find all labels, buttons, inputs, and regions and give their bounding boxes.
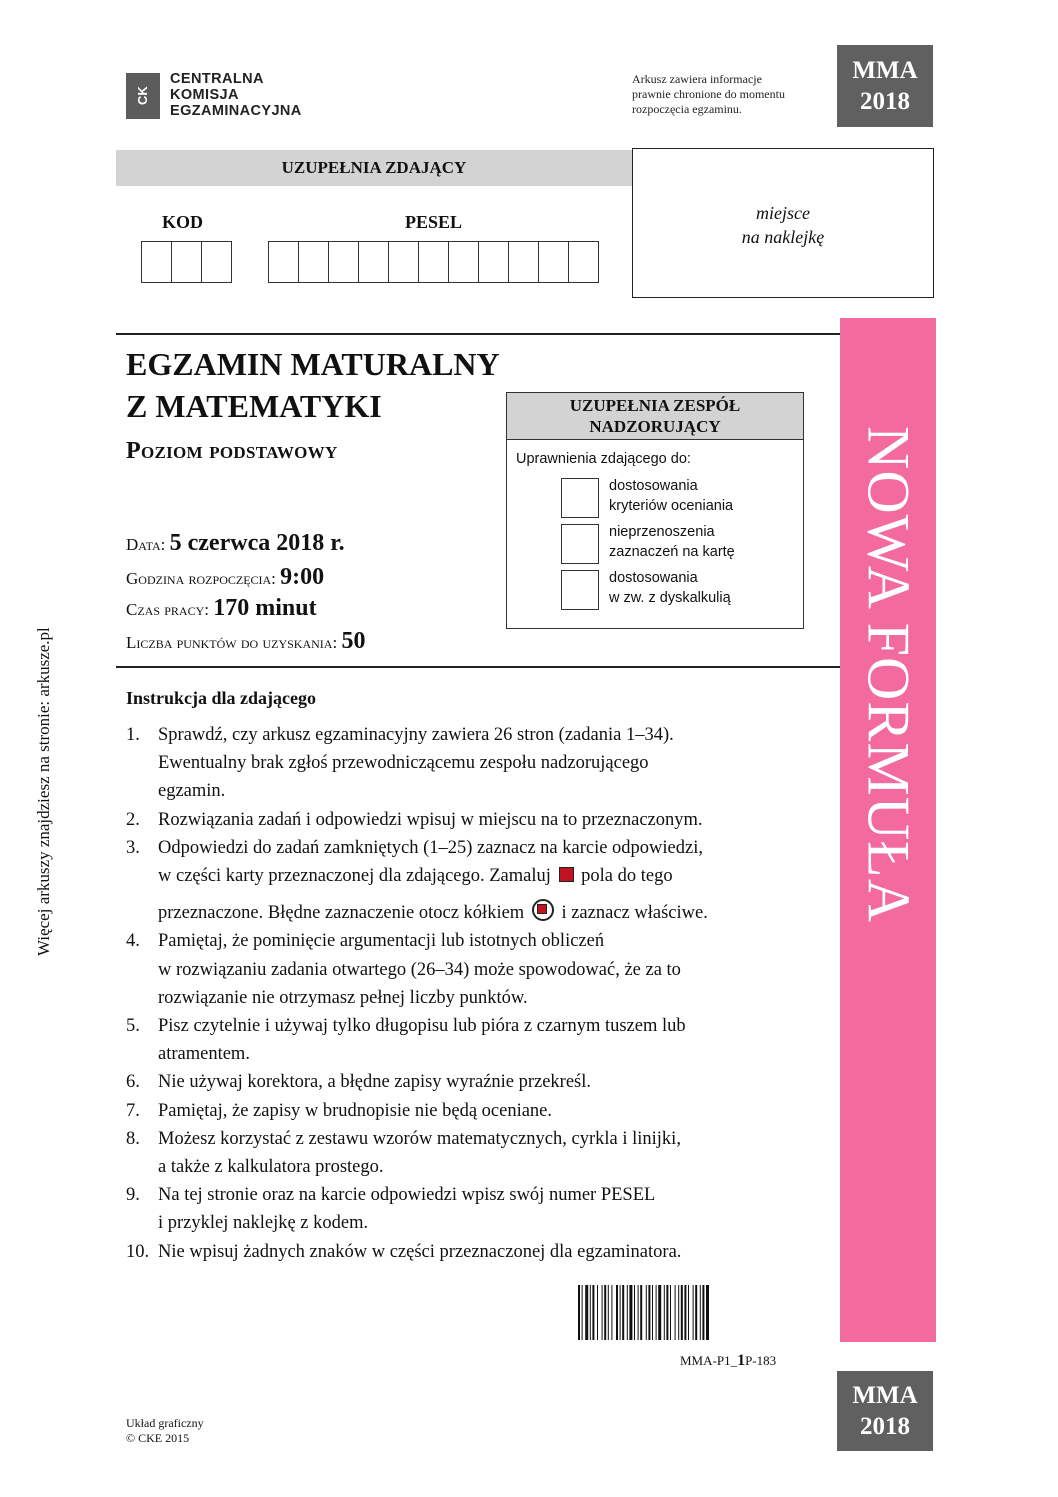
kod-input-boxes[interactable] (141, 241, 232, 283)
duration-value: 170 minut (213, 595, 317, 621)
instruction-number: 7. (126, 1100, 140, 1121)
instruction-line: Rozwiązania zadań i odpowiedzi wpisuj w miejscu na to przeznaczonym. (158, 809, 703, 830)
pesel-digit-box[interactable] (539, 242, 569, 282)
instruction-text: i zaznacz właściwe. (561, 903, 708, 924)
instruction-line (158, 899, 826, 927)
candidate-section-header: UZUPEŁNIA ZDAJĄCY (116, 150, 632, 186)
cke-logo-mark (126, 73, 160, 119)
filled-square-icon (559, 867, 574, 882)
privilege-checkbox[interactable] (561, 478, 599, 518)
instruction-number: 9. (126, 1185, 140, 1206)
exam-code-year: 2018 (860, 1413, 910, 1440)
instruction-text: w części karty przeznaczonej dla zdającego. Zamaluj (158, 866, 551, 887)
barcode-bar (670, 1285, 671, 1340)
barcode-bar (681, 1285, 683, 1340)
instruction-number: 6. (126, 1072, 140, 1093)
pesel-digit-box[interactable] (359, 242, 389, 282)
barcode-bar (678, 1285, 679, 1340)
start-label: Godzina rozpoczęcia: (126, 569, 276, 588)
footer-line-1: Układ graficzny (126, 1416, 204, 1430)
instruction-line: Pamiętaj, że zapisy w brudnopisie nie będą oceniane. (158, 1100, 553, 1121)
exam-code-box-top (837, 45, 933, 127)
exam-code-year: 2018 (860, 88, 910, 115)
instruction-number: 2. (126, 809, 140, 830)
pesel-digit-box[interactable] (299, 242, 329, 282)
circled-square-icon (532, 899, 554, 921)
pesel-digit-box[interactable] (329, 242, 359, 282)
instruction-line: a także z kalkulatora prostego. (158, 1157, 384, 1178)
supervisor-subtitle: Uprawnienia zdającego do: (516, 451, 691, 467)
instruction-line: Sprawdź, czy arkusz egzaminacyjny zawiera 26 stron (zadania 1–34). (158, 725, 674, 745)
exam-subject: Z MATEMATYKI (126, 388, 382, 424)
exam-code-name: MMA (852, 1382, 918, 1409)
barcode-bar (597, 1285, 598, 1340)
exam-start-time (126, 564, 324, 591)
barcode-bar (688, 1285, 689, 1340)
kod-digit-box[interactable] (142, 242, 172, 282)
date-value: 5 czerwca 2018 r. (169, 530, 345, 556)
kod-digit-box[interactable] (172, 242, 202, 282)
instruction-item (126, 1125, 826, 1181)
privilege-label: nieprzenoszenia (609, 524, 715, 540)
sticker-line-2: na naklejkę (741, 227, 825, 247)
barcode-bar (693, 1285, 694, 1340)
logo-line-2: KOMISJA (170, 87, 239, 103)
privilege-option-3 (561, 570, 731, 610)
exam-points (126, 628, 365, 655)
barcode-bar (666, 1285, 668, 1340)
sticker-placeholder (632, 148, 934, 298)
barcode-bar (578, 1285, 580, 1340)
barcode-bar (675, 1285, 676, 1340)
instruction-item (126, 1012, 826, 1068)
instruction-item (126, 721, 826, 806)
exam-code-name: MMA (852, 57, 918, 84)
kod-digit-box[interactable] (202, 242, 231, 282)
barcode-bar (658, 1285, 661, 1340)
pesel-digit-box[interactable] (389, 242, 419, 282)
instruction-line: Na tej stronie oraz na karcie odpowiedzi wpisz swój numer PESEL (158, 1185, 656, 1206)
privilege-label: dostosowania (609, 478, 698, 494)
barcode-code-bold: 1 (737, 1352, 746, 1369)
barcode-bar (702, 1285, 704, 1340)
points-value: 50 (341, 628, 366, 654)
barcode-bar (652, 1285, 653, 1340)
exam-duration (126, 595, 317, 622)
instruction-line (158, 862, 826, 890)
instruction-text: przeznaczone. Błędne zaznaczenie otocz kółkiem (158, 903, 525, 924)
instruction-number: 4. (126, 931, 140, 952)
instructions-list (126, 721, 826, 1266)
barcode-bar (664, 1285, 665, 1340)
points-label: Liczba punktów do uzyskania: (126, 633, 338, 652)
instruction-line: Nie wpisuj żadnych znaków w części przeznaczonej dla egzaminatora. (158, 1241, 682, 1262)
barcode-code (680, 1352, 776, 1370)
privilege-option-1 (561, 478, 733, 518)
barcode-bar (582, 1285, 583, 1340)
pesel-input-boxes[interactable] (268, 241, 599, 283)
duration-label: Czas pracy: (126, 600, 209, 619)
barcode-bar (700, 1285, 701, 1340)
instruction-number: 8. (126, 1128, 140, 1149)
barcode-bar (592, 1285, 594, 1340)
notice-line-3: rozpoczęcia egzaminu. (632, 102, 742, 116)
instructions-title: Instrukcja dla zdającego (126, 688, 316, 708)
divider-top (116, 333, 840, 335)
barcode-bar (622, 1285, 624, 1340)
barcode-bar (634, 1285, 635, 1340)
exam-date (126, 530, 345, 557)
sticker-line-1: miejsce (756, 203, 810, 223)
privilege-checkbox[interactable] (561, 570, 599, 610)
notice-line-2: prawnie chronione do momentu (632, 87, 785, 101)
barcode-bar (648, 1285, 650, 1340)
barcode-bar (684, 1285, 686, 1340)
logo-line-1: CENTRALNA (170, 71, 264, 87)
instruction-line: Nie używaj korektora, a błędne zapisy wyraźnie przekreśl. (158, 1072, 592, 1093)
instruction-text: pola do tego (581, 866, 673, 887)
nowa-formula-banner (840, 318, 936, 1342)
instruction-line: egzamin. (158, 781, 226, 802)
date-label: Data: (126, 535, 166, 554)
pesel-digit-box[interactable] (449, 242, 479, 282)
logo-mark-text: CK (135, 86, 150, 106)
logo-line-3: EGZAMINACYJNA (170, 103, 302, 119)
instruction-item (126, 1068, 826, 1096)
privilege-option-2 (561, 524, 735, 564)
cke-logo-text (170, 71, 302, 119)
instruction-number: 1. (126, 725, 140, 745)
instruction-line: Odpowiedzi do zadań zamkniętych (1–25) zaznacz na karcie odpowiedzi, (158, 837, 703, 858)
barcode-bar (627, 1285, 628, 1340)
barcode-bar (604, 1285, 606, 1340)
barcode-bar (706, 1285, 709, 1340)
banner-text: NOWA FORMUŁA (855, 426, 922, 924)
barcode (578, 1285, 814, 1340)
supervisor-box (506, 392, 804, 629)
instruction-number: 5. (126, 1016, 140, 1037)
instruction-line: rozwiązanie nie otrzymasz pełnej liczby punktów. (158, 987, 528, 1008)
start-value: 9:00 (280, 564, 325, 590)
instruction-line: atramentem. (158, 1044, 250, 1065)
instruction-line: Możesz korzystać z zestawu wzorów matematycznych, cyrkla i linijki, (158, 1128, 681, 1149)
privilege-label: dostosowania (609, 570, 698, 586)
barcode-bar (646, 1285, 647, 1340)
pesel-digit-box[interactable] (479, 242, 509, 282)
instruction-line: Pamiętaj, że pominięcie argumentacji lub istotnych obliczeń (158, 931, 605, 952)
instruction-item (126, 834, 826, 928)
barcode-bar (611, 1285, 612, 1340)
barcode-bar (602, 1285, 603, 1340)
supervisor-header-line-2: NADZORUJĄCY (589, 417, 721, 436)
instruction-line: Pisz czytelnie i używaj tylko długopisu lub pióra z czarnym tuszem lub (158, 1016, 686, 1037)
privilege-label: kryteriów oceniania (609, 498, 734, 514)
pesel-digit-box[interactable] (509, 242, 539, 282)
instruction-number: 10. (126, 1241, 150, 1262)
instruction-line: i przyklej naklejkę z kodem. (158, 1213, 369, 1234)
instruction-line: Ewentualny brak zgłoś przewodniczącemu zespołu nadzorującego (158, 753, 649, 774)
barcode-code-prefix: MMA-P1_ (680, 1353, 738, 1368)
barcode-bar (616, 1285, 618, 1340)
kod-label: KOD (162, 212, 204, 232)
barcode-bar (585, 1285, 588, 1340)
supervisor-header (507, 393, 803, 440)
privilege-label: zaznaczeń na kartę (609, 544, 735, 560)
supervisor-header-line-1: UZUPEŁNIA ZESPÓŁ (569, 396, 741, 415)
pesel-digit-box[interactable] (569, 242, 598, 282)
footer-line-2: © CKE 2015 (126, 1431, 190, 1445)
instruction-item (126, 1181, 826, 1237)
barcode-bar (590, 1285, 591, 1340)
exam-code-box-bottom (837, 1371, 933, 1451)
privilege-label: w zw. z dyskalkulią (609, 590, 731, 606)
barcode-bar (640, 1285, 642, 1340)
instruction-item (126, 927, 826, 1012)
notice-line-1: Arkusz zawiera informacje (632, 72, 762, 86)
footer (126, 1416, 204, 1446)
barcode-bar (608, 1285, 609, 1340)
instruction-item (126, 806, 826, 834)
instruction-line: w rozwiązaniu zadania otwartego (26–34) może spowodować, że za to (158, 959, 681, 980)
instruction-item (126, 1238, 826, 1266)
pesel-digit-box[interactable] (269, 242, 299, 282)
exam-level: Poziom podstawowy (126, 438, 338, 464)
barcode-bar (638, 1285, 639, 1340)
barcode-bar (695, 1285, 697, 1340)
instruction-item (126, 1097, 826, 1125)
confidentiality-notice (632, 72, 832, 117)
divider-bottom (116, 666, 840, 668)
pesel-digit-box[interactable] (419, 242, 449, 282)
pesel-label: PESEL (405, 212, 463, 232)
barcode-bar (620, 1285, 621, 1340)
side-watermark-text: Więcej arkuszy znajdziesz na stronie: arkusze.pl (34, 627, 53, 956)
barcode-code-suffix: P-183 (745, 1353, 777, 1368)
barcode-bar (629, 1285, 632, 1340)
privilege-checkbox[interactable] (561, 524, 599, 564)
exam-title: EGZAMIN MATURALNY (126, 346, 500, 382)
instruction-number: 3. (126, 837, 140, 858)
barcode-bar (656, 1285, 657, 1340)
